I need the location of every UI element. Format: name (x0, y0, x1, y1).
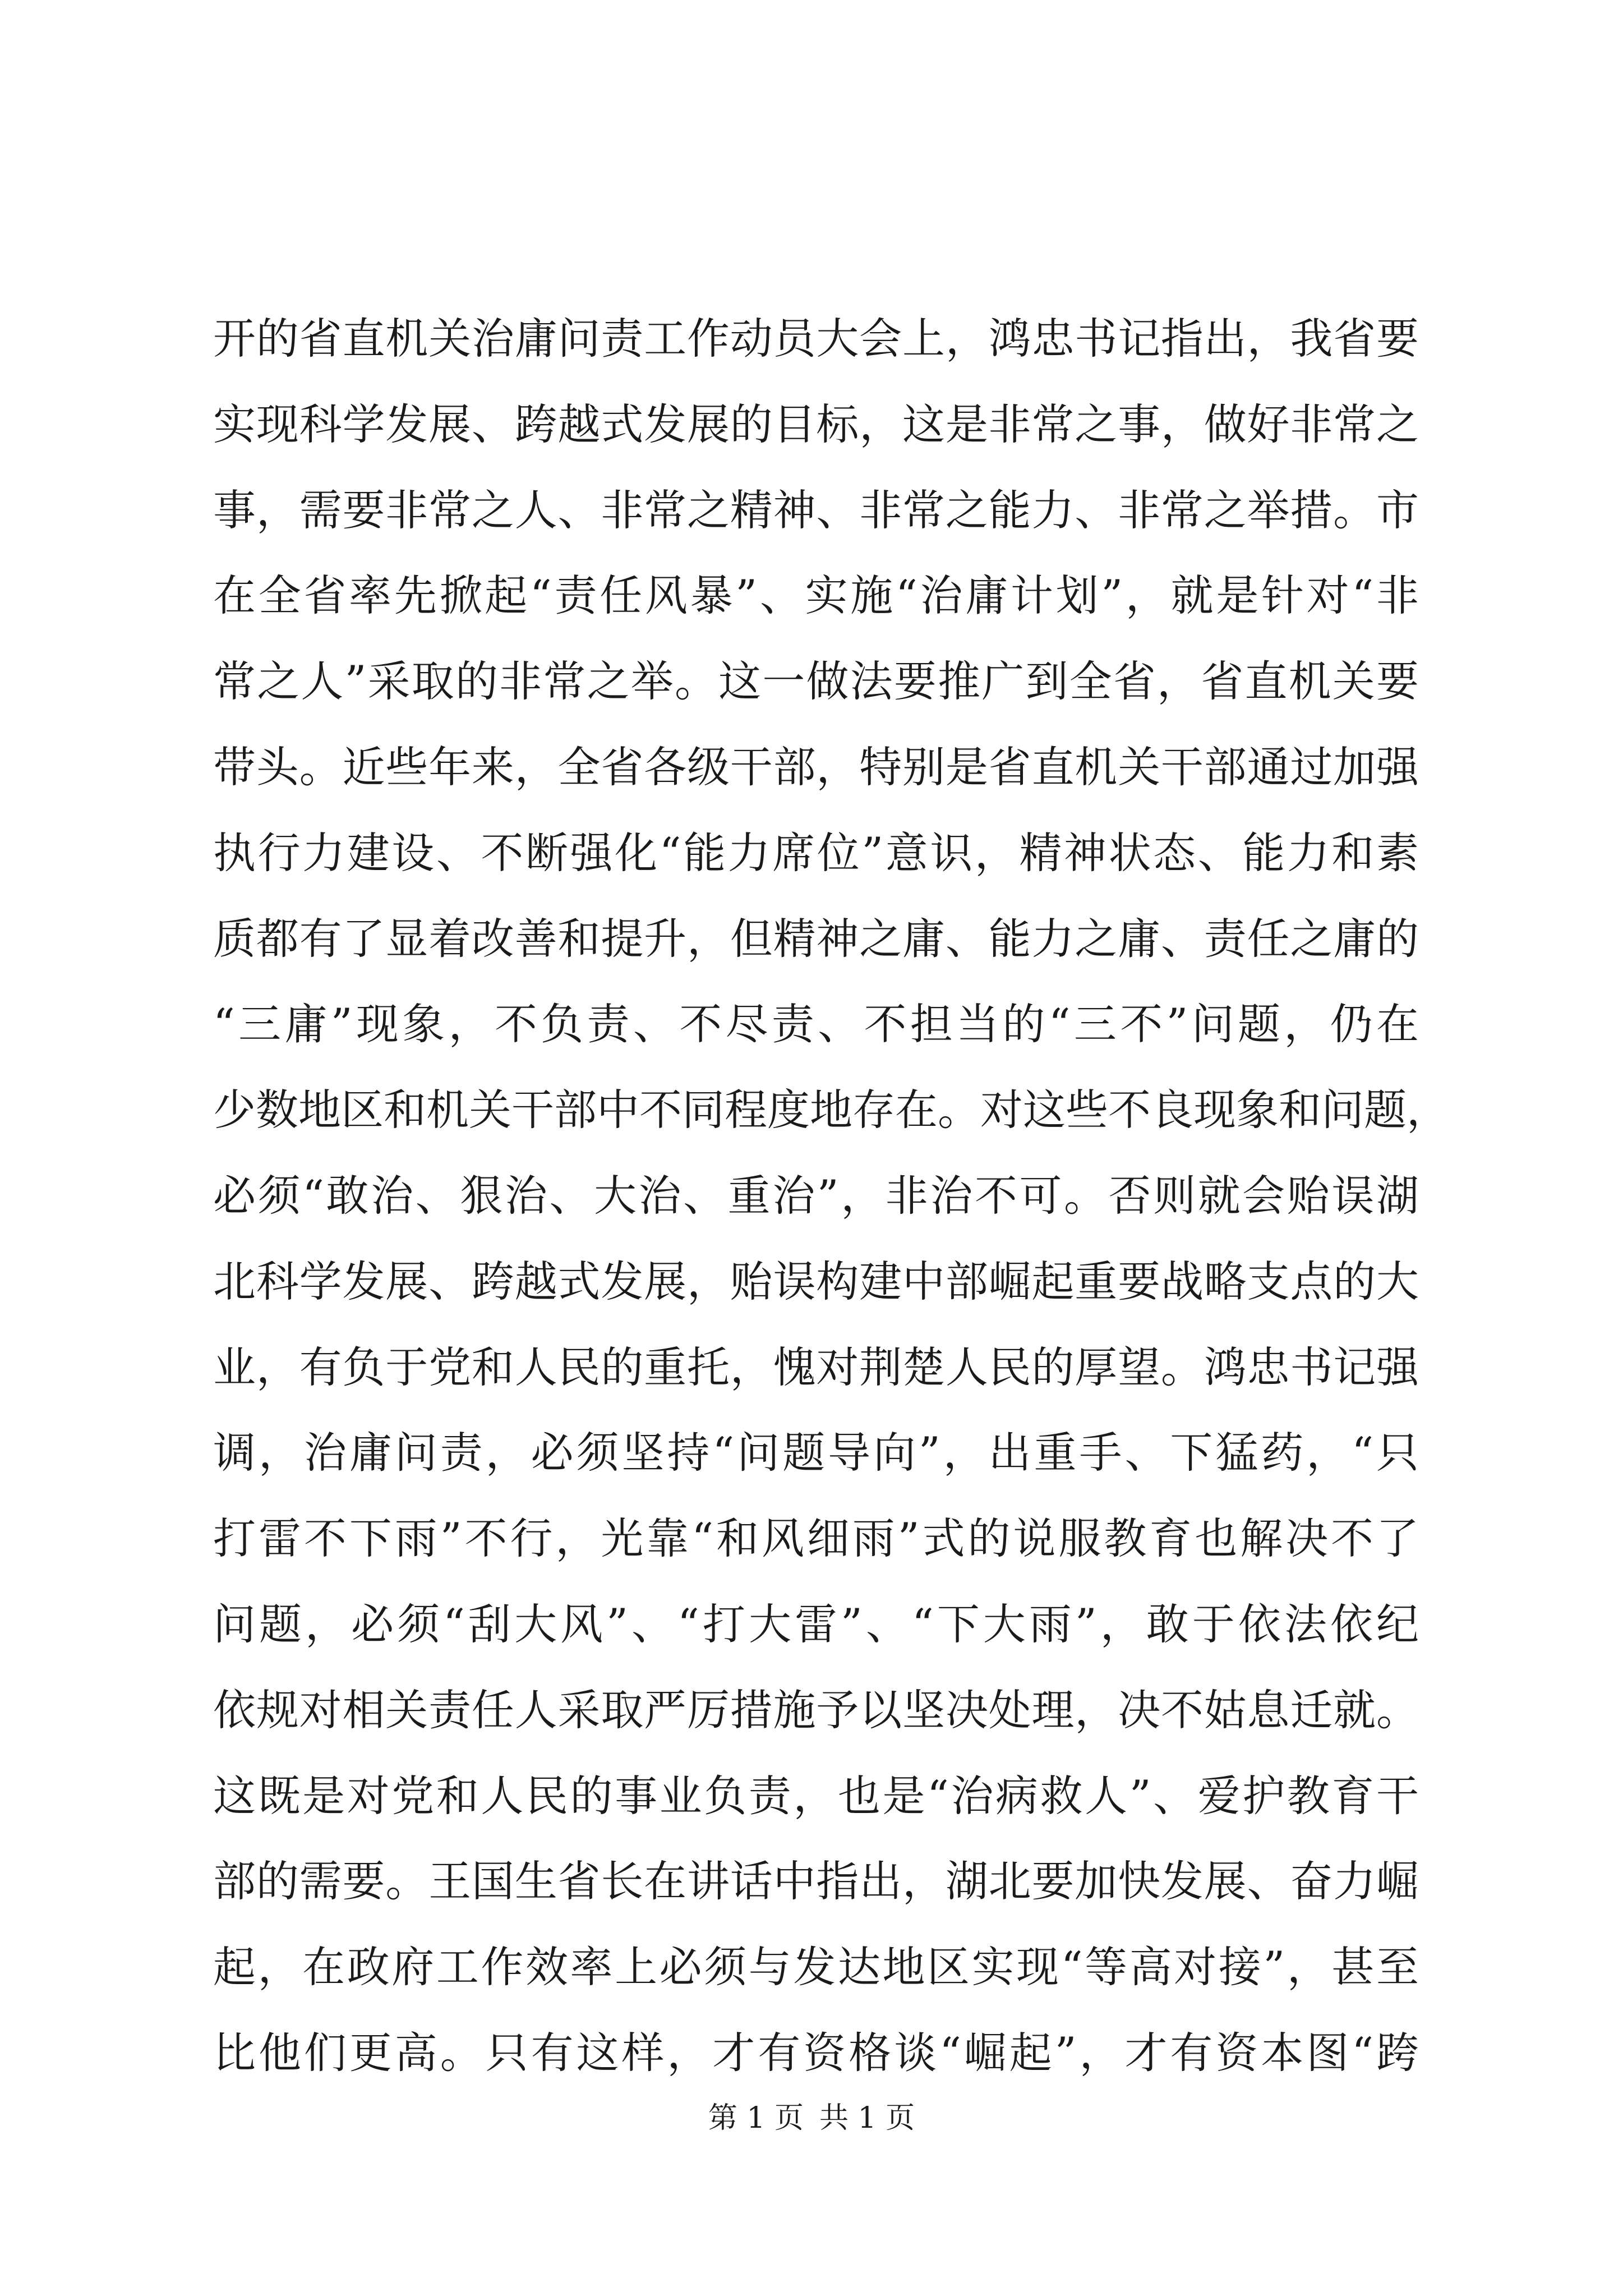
text-line: 事，需要非常之人、非常之精神、非常之能力、非常之举措。市 (213, 485, 1419, 535)
text-line: 部的需要。王国生省长在讲话中指出，湖北要加快发展、奋力崛 (213, 1856, 1419, 1907)
page-number-current: 第 1 页 (708, 2101, 804, 2135)
page-number-total: 共 1 页 (819, 2101, 915, 2135)
text-line: 执行力建设、不断强化“能力席位”意识，精神状态、能力和素 (213, 827, 1419, 878)
text-line: 调，治庸问责，必须坚持“问题导向”，出重手、下猛药，“只 (213, 1428, 1419, 1478)
text-line: 在全省率先掀起“责任风暴”、实施“治庸计划”，就是针对“非 (213, 570, 1419, 621)
text-line: 打雷不下雨”不行，光靠“和风细雨”式的说服教育也解决不了 (213, 1513, 1419, 1564)
text-line: 必须“敢治、狠治、大治、重治”，非治不可。否则就会贻误湖 (213, 1170, 1419, 1221)
text-line: 实现科学发展、跨越式发展的目标，这是非常之事，做好非常之 (213, 399, 1419, 449)
text-line: 比他们更高。只有这样，才有资格谈“崛起”，才有资本图“跨 (213, 2027, 1419, 2078)
body-text (213, 296, 1449, 2096)
text-line: “三庸”现象，不负责、不尽责、不担当的“三不”问题，仍在 (213, 999, 1419, 1050)
text-line: 业，有负于党和人民的重托，愧对荆楚人民的厚望。鸿忠书记强 (213, 1342, 1419, 1392)
text-line: 少数地区和机关干部中不同程度地存在。对这些不良现象和问题， (213, 1085, 1449, 1135)
text-line: 这既是对党和人民的事业负责，也是“治病救人”、爱护教育干 (213, 1770, 1419, 1821)
page-footer (0, 2096, 1623, 2141)
text-line: 依规对相关责任人采取严厉措施予以坚决处理，决不姑息迁就。 (213, 1685, 1419, 1735)
text-line: 开的省直机关治庸问责工作动员大会上，鸿忠书记指出，我省要 (213, 314, 1419, 364)
text-line: 常之人”采取的非常之举。这一做法要推广到全省，省直机关要 (213, 656, 1419, 707)
text-line: 北科学发展、跨越式发展，贻误构建中部崛起重要战略支点的大 (213, 1256, 1419, 1306)
text-line: 起，在政府工作效率上必须与发达地区实现“等高对接”，甚至 (213, 1942, 1419, 1993)
text-line: 问题，必须“刮大风”、“打大雷”、“下大雨”，敢于依法依纪 (213, 1599, 1419, 1649)
text-line: 带头。近些年来，全省各级干部，特别是省直机关干部通过加强 (213, 742, 1419, 792)
text-line: 质都有了显着改善和提升，但精神之庸、能力之庸、责任之庸的 (213, 913, 1419, 964)
